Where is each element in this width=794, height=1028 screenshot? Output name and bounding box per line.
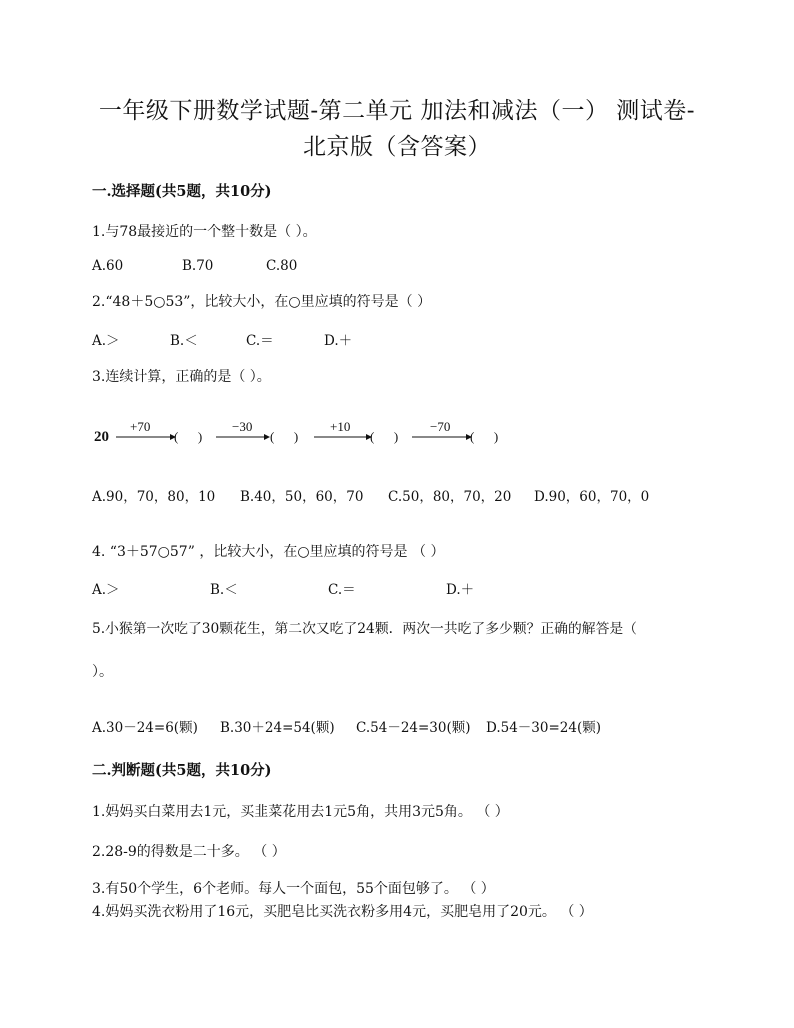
q4-option-d: D.＋ — [446, 582, 475, 598]
question-3: 3.连续计算，正确的是（ ）。 — [92, 369, 271, 385]
q3-blank-1: ( ) — [174, 429, 203, 444]
q3-step-4-label: −70 — [430, 419, 451, 434]
question-5-line2: ）。 — [92, 664, 113, 680]
q3-option-a: A.90，70，80，10 — [92, 489, 216, 505]
q5-option-d: D.54－30=24(颗) — [486, 720, 602, 736]
q3-option-c: C.50，80，70，20 — [388, 489, 512, 505]
judgment-item-3: 3.有50个学生，6个老师。每人一个面包，55个面包够了。 （ ） — [92, 881, 495, 897]
q3-step-2 — [216, 419, 298, 444]
q3-step-1-label: +70 — [130, 419, 151, 434]
question-5-line1: 5.小猴第一次吃了30颗花生，第二次又吃了24颗．两次一共吃了多少颗？正确的解答是（ — [92, 621, 637, 637]
q1-option-c: C.80 — [266, 258, 298, 274]
question-4: 4. “3＋57○57” ，比较大小，在○里应填的符号是 （ ） — [92, 544, 445, 560]
q5-option-a: A.30－24=6(颗) — [92, 720, 198, 736]
q2-option-c: C.＝ — [246, 333, 274, 349]
page-title-line1: 一年级下册数学试题-第二单元 加法和减法（一） 测试卷- — [98, 98, 696, 124]
q4-option-a: A.＞ — [92, 582, 120, 598]
q1-option-b: B.70 — [182, 258, 214, 274]
q3-step-2-label: −30 — [232, 419, 253, 434]
q3-start-number: 20 — [94, 429, 109, 445]
q3-step-1 — [116, 419, 202, 444]
judgment-item-4: 4.妈妈买洗衣粉用了16元，买肥皂比买洗衣粉多用4元，买肥皂用了20元。 （ ） — [92, 904, 593, 920]
q2-option-a: A.＞ — [92, 333, 120, 349]
section-heading-judgment: 二.判断题(共5题，共10分) — [92, 762, 272, 779]
judgment-item-2: 2.28-9的得数是二十多。 （ ） — [92, 844, 286, 860]
q3-step-3 — [314, 419, 398, 444]
page-title-line2: 北京版（含答案） — [303, 134, 491, 160]
q5-option-b: B.30＋24=54(颗) — [220, 720, 335, 736]
q3-option-b: B.40，50，60，70 — [240, 489, 364, 505]
q5-option-c: C.54－24=30(颗) — [356, 720, 471, 736]
q3-step-3-label: +10 — [330, 419, 351, 434]
q4-option-b: B.＜ — [210, 582, 238, 598]
question-1: 1.与78最接近的一个整十数是（ ）。 — [92, 224, 317, 240]
q3-calculation-chain — [94, 418, 534, 450]
q3-blank-2: ( ) — [270, 429, 299, 444]
q2-option-d: D.＋ — [324, 333, 353, 349]
question-2: 2.“48＋5○53”，比较大小，在○里应填的符号是（ ） — [92, 294, 432, 310]
q2-option-b: B.＜ — [170, 333, 198, 349]
q3-blank-4: ( ) — [470, 429, 499, 444]
q3-step-4 — [412, 419, 498, 444]
judgment-item-1: 1.妈妈买白菜用去1元，买韭菜花用去1元5角，共用3元5角。 （ ） — [92, 804, 509, 820]
q1-option-a: A.60 — [92, 258, 124, 274]
q3-option-d: D.90，60，70，0 — [534, 489, 650, 505]
section-heading-choice: 一.选择题(共5题，共10分) — [92, 183, 272, 200]
q4-option-c: C.＝ — [328, 582, 356, 598]
q3-blank-3: ( ) — [370, 429, 399, 444]
